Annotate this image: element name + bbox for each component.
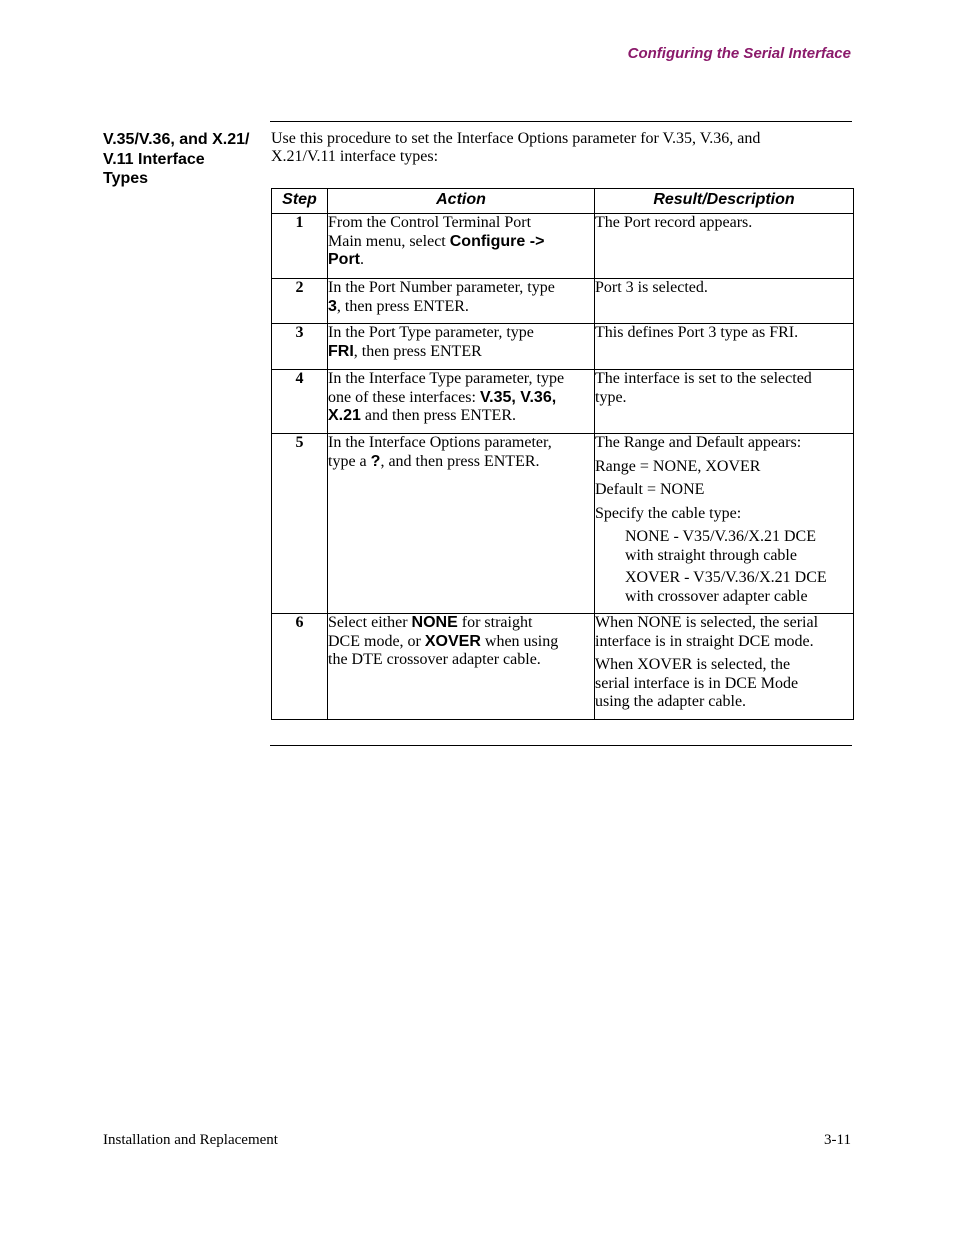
running-header: Configuring the Serial Interface — [627, 45, 851, 62]
action-keyword: FRI — [328, 342, 354, 360]
footer-chapter: Installation and Replacement — [103, 1132, 278, 1148]
header-step: Step — [272, 189, 328, 214]
step-action — [328, 370, 595, 434]
action-line — [328, 389, 594, 408]
result-paragraph — [595, 656, 853, 712]
step-action — [328, 324, 595, 370]
result-text: When NONE is selected, the serial — [595, 614, 819, 631]
action-text: when using — [480, 632, 559, 650]
result-text: Range = NONE, XOVER — [595, 457, 761, 475]
result-text: interface is in straight DCE mode. — [595, 632, 814, 650]
intro-paragraph — [271, 130, 851, 166]
table-row — [272, 614, 854, 720]
result-text: using the adapter cable. — [595, 693, 747, 710]
step-number: 5 — [272, 434, 328, 614]
action-line — [328, 298, 594, 317]
action-line: In the Port Number parameter, type — [328, 279, 555, 296]
table-row — [272, 324, 854, 370]
section-title-line: V.11 Interface — [103, 150, 205, 168]
result-text: NONE - V35/V.36/X.21 DCE — [625, 528, 816, 545]
step-action — [328, 279, 595, 324]
result-text: When XOVER is selected, the — [595, 656, 791, 673]
step-result — [595, 214, 854, 279]
action-keyword: X.21 — [328, 407, 361, 424]
result-text: The Port record appears. — [595, 214, 753, 231]
result-text: with straight through cable — [625, 546, 797, 564]
top-rule — [270, 121, 852, 122]
header-result: Result/Description — [595, 189, 854, 214]
action-text: , then press ENTER — [353, 342, 482, 360]
cable-option-xover — [595, 569, 853, 606]
result-paragraph — [595, 614, 853, 651]
bottom-rule — [270, 745, 852, 746]
action-text: DCE mode, or — [328, 632, 425, 650]
result-text: This defines Port 3 type as FRI. — [595, 324, 799, 341]
result-text: The Range and Default appears: — [595, 434, 802, 451]
action-text: and then press ENTER. — [360, 407, 516, 424]
result-text: type. — [595, 388, 627, 406]
action-line — [328, 614, 594, 633]
action-line — [328, 453, 594, 472]
step-action — [328, 614, 595, 720]
step-result — [595, 324, 854, 370]
step-number: 2 — [272, 279, 328, 324]
step-result — [595, 370, 854, 434]
step-result — [595, 614, 854, 720]
step-number: 1 — [272, 214, 328, 279]
action-line: In the Port Type parameter, type — [328, 324, 534, 341]
step-number: 3 — [272, 324, 328, 370]
action-keyword: XOVER — [424, 632, 481, 650]
result-text: The interface is set to the selected — [595, 370, 812, 387]
procedure-table — [271, 188, 854, 720]
action-keyword: ? — [370, 452, 381, 470]
action-line — [328, 633, 594, 652]
action-text: , then press ENTER. — [336, 297, 469, 315]
result-text: serial interface is in DCE Mode — [595, 674, 799, 692]
step-result — [595, 279, 854, 324]
header-action: Action — [328, 189, 595, 214]
table-row — [272, 370, 854, 434]
cable-option-none — [595, 528, 853, 565]
action-line — [328, 233, 594, 252]
action-text: for straight — [457, 614, 533, 631]
action-keyword: Port — [328, 251, 360, 268]
result-text: Port 3 is selected. — [595, 279, 708, 296]
action-line: In the Interface Type parameter, type — [328, 370, 565, 387]
step-number: 4 — [272, 370, 328, 434]
action-keyword: V.35, V.36, — [479, 388, 557, 406]
intro-line: X.21/V.11 interface types: — [271, 148, 439, 165]
table-row — [272, 434, 854, 614]
action-text: type a — [328, 452, 371, 470]
step-number: 6 — [272, 614, 328, 720]
result-text: XOVER - V35/V.36/X.21 DCE — [625, 569, 827, 586]
table-row — [272, 279, 854, 324]
table-row — [272, 214, 854, 279]
action-keyword: Configure -> — [449, 232, 545, 250]
action-keyword: NONE — [411, 614, 458, 631]
step-result — [595, 434, 854, 614]
action-line: In the Interface Options parameter, — [328, 434, 552, 451]
action-line — [328, 407, 594, 426]
action-line: the DTE crossover adapter cable. — [328, 651, 541, 668]
action-line — [328, 343, 594, 362]
step-action — [328, 214, 595, 279]
result-text: Default = NONE — [595, 481, 705, 498]
action-line: From the Control Terminal Port — [328, 214, 532, 231]
action-line — [328, 251, 594, 270]
section-title-line: V.35/V.36, and X.21/ — [103, 131, 250, 148]
table-header-row — [272, 189, 854, 214]
section-title-line: Types — [103, 170, 149, 187]
intro-line: Use this procedure to set the Interface Options parameter for V.35, V.36, and — [271, 130, 761, 147]
action-text: one of these interfaces: — [328, 388, 480, 406]
section-title — [103, 130, 268, 189]
action-text: . — [360, 251, 364, 268]
action-keyword: 3 — [328, 297, 337, 315]
page-number: 3-11 — [824, 1132, 851, 1148]
action-text: Main menu, select — [328, 232, 450, 250]
step-action — [328, 434, 595, 614]
action-text: , and then press ENTER. — [380, 452, 540, 470]
result-text: with crossover adapter cable — [625, 587, 808, 605]
action-text: Select either — [328, 614, 412, 631]
result-text: Specify the cable type: — [595, 504, 742, 522]
